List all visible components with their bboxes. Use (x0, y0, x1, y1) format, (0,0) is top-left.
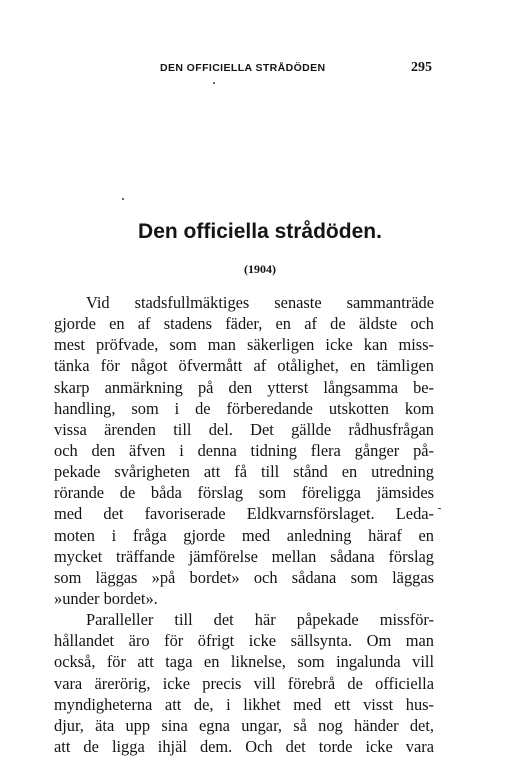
print-speck (213, 82, 215, 84)
text-line: med det favoriserade Eldkvarnsförslaget. Leda- (54, 504, 434, 524)
text-line: vissa ärenden till del. Det gällde rådhusfrågan (54, 419, 434, 439)
text-line: som läggas »på bordet» och sådana som läggas (54, 567, 434, 587)
text-line: myndigheterna att de, i likhet med ett visst hus- (54, 694, 434, 714)
text-line: vara ärerörig, icke precis vill förebrå de officiella (54, 673, 434, 693)
text-line: handling, som i de förberedande utskotten kom (54, 398, 434, 418)
text-line: »under bordet». (54, 588, 158, 608)
article-title: Den officiella strådöden. (138, 220, 382, 243)
page-number: 295 (411, 60, 432, 75)
print-speck (122, 198, 124, 200)
print-speck (438, 508, 441, 509)
text-line: djur, äta upp sina egna ungar, så nog händer det, (54, 715, 434, 735)
text-line: mycket träffande jämförelse mellan sådana förslag (54, 546, 434, 566)
text-line: och den äfven i denna tidning flera gånger på- (54, 440, 434, 460)
text-line: tänka för något öfvermått af otålighet, en tämligen (54, 356, 434, 376)
running-head: DEN OFFICIELLA STRÅDÖDEN (160, 62, 326, 74)
text-line: Vid stadsfullmäktiges senaste sammanträde (86, 293, 434, 312)
text-line: mest pröfvade, som man säkerligen icke kan miss- (54, 335, 434, 355)
text-line: moten i fråga gjorde med anledning häraf en (54, 525, 434, 545)
text-line: också, för att taga en liknelse, som ingalunda vill (54, 652, 434, 672)
text-line: att de ligga ihjäl dem. Och det torde icke vara (54, 736, 434, 756)
text-line: skarp anmärkning på den ytterst långsamma be- (54, 377, 434, 397)
text-line: pekade svårigheten att få till stånd en utredning (54, 462, 434, 482)
text-line: hållandet äro för öfrigt icke sällsynta. Om man (54, 631, 434, 651)
article-body (54, 292, 434, 757)
text-line: gjorde en af stadens fäder, en af de äldste och (54, 314, 434, 334)
text-line: rörande de båda förslag som föreligga jämsides (54, 483, 434, 503)
article-year: (1904) (244, 262, 276, 276)
text-line: Paralleller till det här påpekade missför- (86, 610, 434, 630)
